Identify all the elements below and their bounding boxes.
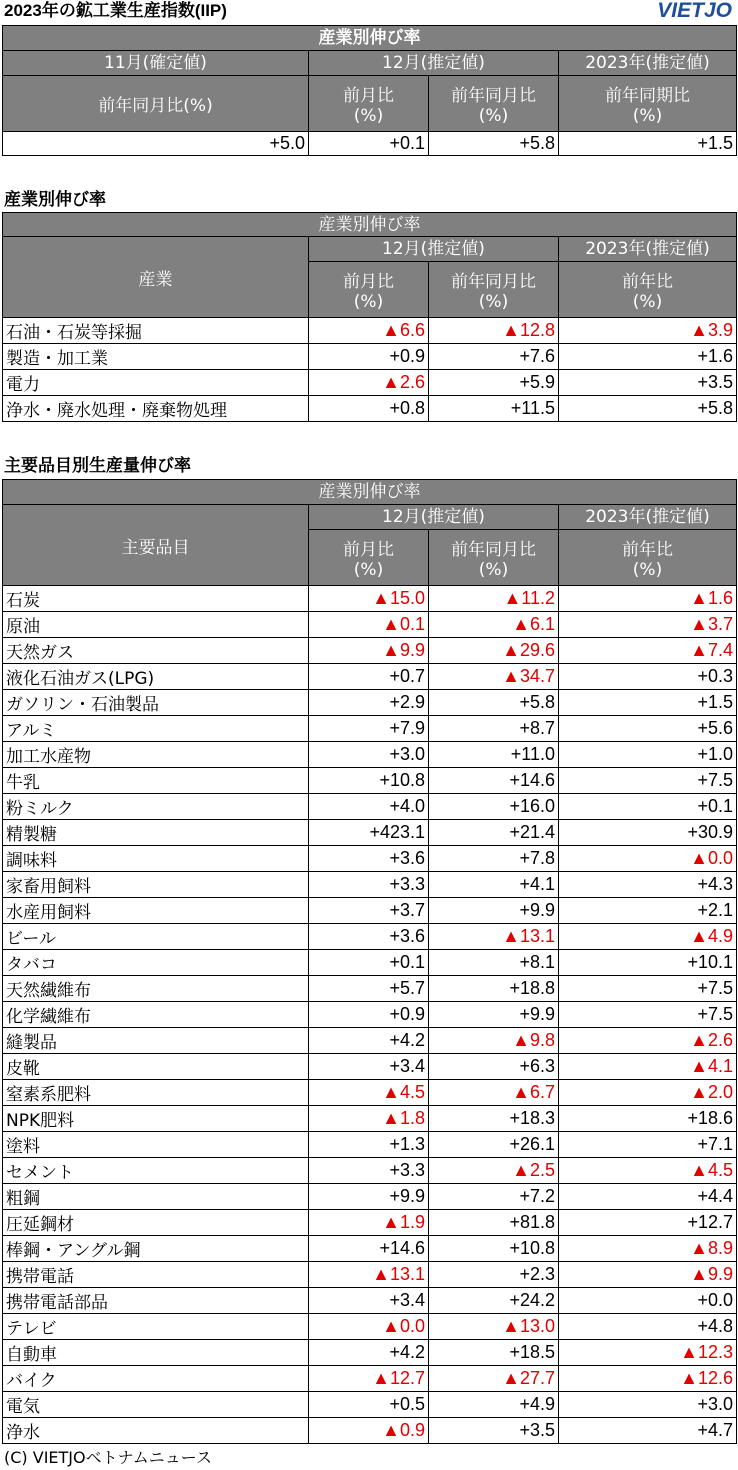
mom-value: +4.2	[309, 1028, 429, 1054]
table-row	[3, 638, 737, 664]
row-name: 化学繊維布	[3, 1002, 309, 1028]
section-heading-items: 主要品目別生産量伸び率	[4, 456, 191, 476]
mom-value: +5.7	[309, 976, 429, 1002]
sub-header-yr: 前年比 (%)	[559, 530, 737, 586]
yr-value: +5.8	[559, 396, 737, 422]
yr-value: ▲12.3	[559, 1340, 737, 1366]
yoy-value: ▲6.7	[429, 1080, 559, 1106]
mom-value: ▲1.8	[309, 1106, 429, 1132]
col-header-dec: 12月(推定値)	[309, 237, 559, 262]
yr-value: +4.3	[559, 872, 737, 898]
mom-value: +4.0	[309, 794, 429, 820]
mom-value: +0.5	[309, 1392, 429, 1418]
yr-value: ▲9.9	[559, 1262, 737, 1288]
mom-value: ▲9.9	[309, 638, 429, 664]
mom-value: +3.4	[309, 1054, 429, 1080]
yoy-value: +18.5	[429, 1340, 559, 1366]
sub-header-mom: 前月比 (%)	[309, 530, 429, 586]
mom-value: +3.4	[309, 1288, 429, 1314]
table-row	[3, 1080, 737, 1106]
table-row	[3, 976, 737, 1002]
yoy-value: ▲11.2	[429, 586, 559, 612]
table-row	[3, 344, 737, 370]
group-title: 産業別伸び率	[3, 26, 737, 51]
sub-header-nov: 前年同月比(%)	[3, 76, 309, 132]
yr-value: +30.9	[559, 820, 737, 846]
col-header-nov: 11月(確定値)	[3, 51, 309, 76]
row-name: 原油	[3, 612, 309, 638]
mom-value: +10.8	[309, 768, 429, 794]
yr-value: ▲4.5	[559, 1158, 737, 1184]
mom-value: +0.1	[309, 950, 429, 976]
yoy-value: +11.5	[429, 396, 559, 422]
mom-value: +14.6	[309, 1236, 429, 1262]
yoy-value: +5.8	[429, 690, 559, 716]
table-row	[3, 1210, 737, 1236]
dec-mom-value: +0.1	[309, 132, 429, 156]
mom-value: ▲2.6	[309, 370, 429, 396]
yoy-value: +8.1	[429, 950, 559, 976]
vietjo-logo: VIETJO	[657, 0, 732, 22]
row-name: セメント	[3, 1158, 309, 1184]
yoy-value: +3.5	[429, 1418, 559, 1444]
yr-value: +5.6	[559, 716, 737, 742]
mom-value: +0.9	[309, 1002, 429, 1028]
table-row	[3, 1262, 737, 1288]
yoy-value: ▲13.0	[429, 1314, 559, 1340]
row-name: 皮靴	[3, 1054, 309, 1080]
yr-value: +7.5	[559, 976, 737, 1002]
yr-value: +18.6	[559, 1106, 737, 1132]
yr-value: +4.4	[559, 1184, 737, 1210]
yoy-value: +11.0	[429, 742, 559, 768]
mom-value: ▲0.9	[309, 1418, 429, 1444]
row-name: 窒素系肥料	[3, 1080, 309, 1106]
yr-value: +3.0	[559, 1392, 737, 1418]
yoy-value: +18.3	[429, 1106, 559, 1132]
yoy-value: +7.6	[429, 344, 559, 370]
table-row	[3, 742, 737, 768]
table-row	[3, 1184, 737, 1210]
yr-value: +7.5	[559, 1002, 737, 1028]
row-name: 電気	[3, 1392, 309, 1418]
sub-header-yoy: 前年同月比 (%)	[429, 76, 559, 132]
yoy-value: +10.8	[429, 1236, 559, 1262]
yoy-value: +16.0	[429, 794, 559, 820]
table-row	[3, 1340, 737, 1366]
table-row	[3, 318, 737, 344]
row-name: 石炭	[3, 586, 309, 612]
item-growth-table	[2, 479, 737, 1444]
table-row	[3, 794, 737, 820]
mom-value: +2.9	[309, 690, 429, 716]
mom-value: ▲0.1	[309, 612, 429, 638]
yoy-value: ▲34.7	[429, 664, 559, 690]
table-row	[3, 1418, 737, 1444]
table-row	[3, 396, 737, 422]
yoy-value: ▲27.7	[429, 1366, 559, 1392]
mom-value: +3.0	[309, 742, 429, 768]
yr-value: ▲8.9	[559, 1236, 737, 1262]
row-name: 携帯電話部品	[3, 1288, 309, 1314]
yoy-value: ▲13.1	[429, 924, 559, 950]
yoy-value: +2.3	[429, 1262, 559, 1288]
yr-value: ▲7.4	[559, 638, 737, 664]
row-name: 家畜用飼料	[3, 872, 309, 898]
row-name: ビール	[3, 924, 309, 950]
table-row	[3, 924, 737, 950]
yoy-value: +7.8	[429, 846, 559, 872]
table-row	[3, 586, 737, 612]
row-name: テレビ	[3, 1314, 309, 1340]
copyright-footer: (C) VIETJOベトナムニュース	[4, 1448, 213, 1467]
yr-value: ▲0.0	[559, 846, 737, 872]
row-name: 棒鋼・アングル鋼	[3, 1236, 309, 1262]
col-header-year: 2023年(推定値)	[559, 237, 737, 262]
table-row	[3, 1132, 737, 1158]
col-header-industry: 産業	[3, 237, 309, 318]
col-header-year: 2023年(推定値)	[559, 51, 737, 76]
yr-value: +7.5	[559, 768, 737, 794]
overall-growth-table	[2, 25, 737, 156]
yoy-value: +4.1	[429, 872, 559, 898]
group-title: 産業別伸び率	[3, 480, 737, 505]
yr-value: ▲4.1	[559, 1054, 737, 1080]
yr-value: ▲3.7	[559, 612, 737, 638]
mom-value: +3.3	[309, 872, 429, 898]
sub-header-yoy: 前年同月比 (%)	[429, 262, 559, 318]
yoy-value: ▲2.5	[429, 1158, 559, 1184]
row-name: 液化石油ガス(LPG)	[3, 664, 309, 690]
yr-value: ▲2.0	[559, 1080, 737, 1106]
mom-value: +3.6	[309, 846, 429, 872]
table-row	[3, 846, 737, 872]
col-header-item: 主要品目	[3, 505, 309, 586]
yoy-value: +26.1	[429, 1132, 559, 1158]
row-name: 精製糖	[3, 820, 309, 846]
mom-value: +0.8	[309, 396, 429, 422]
table-row	[3, 690, 737, 716]
table-row	[3, 1158, 737, 1184]
yr-value: +4.8	[559, 1314, 737, 1340]
yr-value: +0.1	[559, 794, 737, 820]
mom-value: +0.9	[309, 344, 429, 370]
row-name: 携帯電話	[3, 1262, 309, 1288]
row-name: 塗料	[3, 1132, 309, 1158]
table-row	[3, 768, 737, 794]
row-name: 牛乳	[3, 768, 309, 794]
row-name: 天然繊維布	[3, 976, 309, 1002]
yoy-value: +24.2	[429, 1288, 559, 1314]
industry-growth-table	[2, 212, 737, 422]
yoy-value: +6.3	[429, 1054, 559, 1080]
yr-value: +7.1	[559, 1132, 737, 1158]
mom-value: +3.3	[309, 1158, 429, 1184]
table-row	[3, 820, 737, 846]
yoy-value: ▲12.8	[429, 318, 559, 344]
year-ytd-value: +1.5	[559, 132, 737, 156]
sub-header-yoy: 前年同月比 (%)	[429, 530, 559, 586]
yoy-value: +9.9	[429, 1002, 559, 1028]
mom-value: +3.6	[309, 924, 429, 950]
yr-value: ▲1.6	[559, 586, 737, 612]
yoy-value: +4.9	[429, 1392, 559, 1418]
yr-value: +1.5	[559, 690, 737, 716]
table-row	[3, 612, 737, 638]
sub-header-mom: 前月比 (%)	[309, 76, 429, 132]
mom-value: +7.9	[309, 716, 429, 742]
table-row	[3, 1002, 737, 1028]
table-row	[3, 1288, 737, 1314]
col-header-year: 2023年(推定値)	[559, 505, 737, 530]
row-name: 粉ミルク	[3, 794, 309, 820]
table-row	[3, 664, 737, 690]
table-row	[3, 872, 737, 898]
table-row	[3, 1054, 737, 1080]
dec-yoy-value: +5.8	[429, 132, 559, 156]
sub-header-mom: 前月比 (%)	[309, 262, 429, 318]
mom-value: +423.1	[309, 820, 429, 846]
page-title: 2023年の鉱工業生産指数(IIP)	[4, 1, 227, 20]
yr-value: +4.7	[559, 1418, 737, 1444]
row-name: 縫製品	[3, 1028, 309, 1054]
table-row	[3, 898, 737, 924]
table-row	[3, 950, 737, 976]
row-name: 調味料	[3, 846, 309, 872]
col-header-dec: 12月(推定値)	[309, 505, 559, 530]
row-name: 石油・石炭等採掘	[3, 318, 309, 344]
mom-value: ▲13.1	[309, 1262, 429, 1288]
yr-value: +10.1	[559, 950, 737, 976]
yr-value: ▲3.9	[559, 318, 737, 344]
yoy-value: ▲9.8	[429, 1028, 559, 1054]
yoy-value: +81.8	[429, 1210, 559, 1236]
mom-value: +1.3	[309, 1132, 429, 1158]
row-name: 圧延鋼材	[3, 1210, 309, 1236]
row-name: 加工水産物	[3, 742, 309, 768]
mom-value: ▲4.5	[309, 1080, 429, 1106]
yoy-value: ▲29.6	[429, 638, 559, 664]
yr-value: +0.0	[559, 1288, 737, 1314]
mom-value: ▲1.9	[309, 1210, 429, 1236]
yr-value: ▲4.9	[559, 924, 737, 950]
row-name: アルミ	[3, 716, 309, 742]
table-row	[3, 1366, 737, 1392]
mom-value: ▲15.0	[309, 586, 429, 612]
yoy-value: +21.4	[429, 820, 559, 846]
table-row	[3, 1106, 737, 1132]
table-row	[3, 1392, 737, 1418]
row-name: NPK肥料	[3, 1106, 309, 1132]
table-row	[3, 132, 737, 156]
row-name: 粗鋼	[3, 1184, 309, 1210]
yoy-value: +9.9	[429, 898, 559, 924]
yr-value: +1.0	[559, 742, 737, 768]
row-name: 天然ガス	[3, 638, 309, 664]
mom-value: +9.9	[309, 1184, 429, 1210]
mom-value: +4.2	[309, 1340, 429, 1366]
row-name: タバコ	[3, 950, 309, 976]
yr-value: +12.7	[559, 1210, 737, 1236]
table-row	[3, 716, 737, 742]
sub-header-ytd: 前年同期比 (%)	[559, 76, 737, 132]
yoy-value: +14.6	[429, 768, 559, 794]
section-heading-industry: 産業別伸び率	[4, 190, 106, 210]
table-row	[3, 370, 737, 396]
row-name: 電力	[3, 370, 309, 396]
yoy-value: +7.2	[429, 1184, 559, 1210]
table-row	[3, 1236, 737, 1262]
table-row	[3, 1314, 737, 1340]
yr-value: +1.6	[559, 344, 737, 370]
col-header-dec: 12月(推定値)	[309, 51, 559, 76]
yoy-value: +8.7	[429, 716, 559, 742]
mom-value: +0.7	[309, 664, 429, 690]
yr-value: +3.5	[559, 370, 737, 396]
yr-value: ▲12.6	[559, 1366, 737, 1392]
row-name: ガソリン・石油製品	[3, 690, 309, 716]
yoy-value: +5.9	[429, 370, 559, 396]
yr-value: +2.1	[559, 898, 737, 924]
row-name: 浄水	[3, 1418, 309, 1444]
sub-header-yr: 前年比 (%)	[559, 262, 737, 318]
group-title: 産業別伸び率	[3, 213, 737, 237]
yr-value: ▲2.6	[559, 1028, 737, 1054]
row-name: 水産用飼料	[3, 898, 309, 924]
row-name: 自動車	[3, 1340, 309, 1366]
yoy-value: ▲6.1	[429, 612, 559, 638]
mom-value: ▲0.0	[309, 1314, 429, 1340]
yoy-value: +18.8	[429, 976, 559, 1002]
mom-value: +3.7	[309, 898, 429, 924]
yr-value: +0.3	[559, 664, 737, 690]
table-row	[3, 1028, 737, 1054]
row-name: バイク	[3, 1366, 309, 1392]
nov-yoy-value: +5.0	[3, 132, 309, 156]
row-name: 浄水・廃水処理・廃棄物処理	[3, 396, 309, 422]
row-name: 製造・加工業	[3, 344, 309, 370]
mom-value: ▲6.6	[309, 318, 429, 344]
mom-value: ▲12.7	[309, 1366, 429, 1392]
